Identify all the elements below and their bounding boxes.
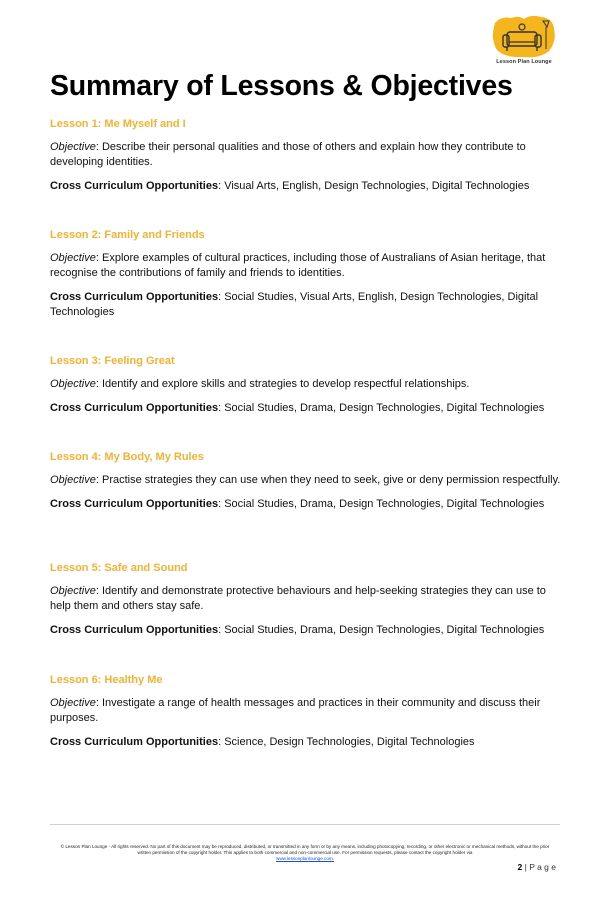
cross-label: Cross Curriculum Opportunities [50,291,219,303]
cross-label: Cross Curriculum Opportunities [50,498,219,510]
cross-label: Cross Curriculum Opportunities [50,624,219,636]
cross-text: Social Studies, Visual Arts, English, Design Technologies, Digital Technologies [50,291,539,318]
lounge-sofa-icon [491,15,557,59]
objective-text: Investigate a range of health messages and practices in their community and discuss their purposes. [50,697,541,724]
page-number [518,862,556,872]
lesson-heading: Lesson 1: Me Myself and I [50,118,186,130]
objective-text: Identify and demonstrate protective behaviours and help-seeking strategies they can use to help them and others stay safe. [50,585,546,612]
lesson-objective: Objective: Explore examples of cultural practices, including those of Australians of Asian heritage, that recognise the contributions of family and friends to identities. [50,252,546,279]
page-number-value: 2 [517,862,523,872]
copyright-notice [55,844,555,863]
lesson-cross-curriculum: Cross Curriculum Opportunities: Social Studies, Drama, Design Technologies, Digital Technologies [50,624,545,636]
lesson-section [50,562,562,647]
objective-text: Explore examples of cultural practices, including those of Australians of Asian heritage, that recognise the contributions of family and friends to identities. [50,252,546,279]
objective-label: Objective [50,141,96,153]
lesson-cross-curriculum: Cross Curriculum Opportunities: Visual Arts, English, Design Technologies, Digital Technologies [50,180,530,192]
page-separator: | [522,862,530,872]
lesson-heading: Lesson 5: Safe and Sound [50,562,188,574]
lesson-cross-curriculum: Cross Curriculum Opportunities: Science, Design Technologies, Digital Technologies [50,736,475,748]
objective-text: Practise strategies they can use when they need to seek, give or deny permission respectfully. [101,474,561,486]
objective-label: Objective [50,474,96,486]
lesson-heading: Lesson 3: Feeling Great [50,355,175,367]
lesson-heading: Lesson 2: Family and Friends [50,229,205,241]
lesson-objective: Objective: Identify and demonstrate protective behaviours and help-seeking strategies they can use to help them and others stay safe. [50,585,546,612]
cross-text: Social Studies, Drama, Design Technologies, Digital Technologies [224,624,545,636]
cross-label: Cross Curriculum Opportunities [50,736,219,748]
objective-text: Describe their personal qualities and those of others and explain how they contribute to developing identities. [50,141,526,168]
lesson-heading: Lesson 6: Healthy Me [50,674,163,686]
brand-logo [491,15,557,69]
lesson-objective: Objective: Practise strategies they can use when they need to seek, give or deny permission respectfully. [50,474,561,486]
lesson-section [50,355,562,425]
lesson-section [50,229,562,329]
footer-divider [50,824,560,825]
lesson-cross-curriculum: Cross Curriculum Opportunities: Social Studies, Drama, Design Technologies, Digital Technologies [50,402,545,414]
lesson-section [50,451,562,521]
cross-label: Cross Curriculum Opportunities [50,180,219,192]
lesson-section [50,674,562,759]
lesson-objective: Objective: Identify and explore skills and strategies to develop respectful relationships. [50,378,470,390]
cross-text: Science, Design Technologies, Digital Technologies [224,736,475,748]
logo-text: Lesson Plan Lounge [496,59,552,65]
objective-label: Objective [50,697,96,709]
page-title: Summary of Lessons & Objectives [50,70,513,102]
copyright-text: © Lesson Plan Lounge - All rights reserved. No part of this document may be reproduced, distributed, or transmitted in any form or by any means, including photocopying, recording, or other electronic or mechanical methods, without the prior written permission of the copyright holder. This applies to both commercial and non-commercial use. For permission requests, please contact the copyright holder via [60,844,550,856]
cross-text: Social Studies, Drama, Design Technologies, Digital Technologies [224,498,545,510]
lesson-objective: Objective: Investigate a range of health messages and practices in their community and discuss their purposes. [50,697,541,724]
cross-text: Visual Arts, English, Design Technologies, Digital Technologies [224,180,530,192]
objective-label: Objective [50,585,96,597]
lesson-cross-curriculum: Cross Curriculum Opportunities: Social Studies, Visual Arts, English, Design Technologies, Digital Technologies [50,291,539,318]
objective-text: Identify and explore skills and strategies to develop respectful relationships. [101,378,470,390]
objective-label: Objective [50,252,96,264]
lesson-heading: Lesson 4: My Body, My Rules [50,451,204,463]
page-label: P a g e [529,862,556,872]
objective-label: Objective [50,378,96,390]
lesson-section [50,118,562,203]
lesson-objective: Objective: Describe their personal qualities and those of others and explain how they contribute to developing identities. [50,141,526,168]
website-link[interactable]: www.lessonplanlounge.com. [276,856,334,862]
cross-text: Social Studies, Drama, Design Technologies, Digital Technologies [224,402,545,414]
lesson-cross-curriculum: Cross Curriculum Opportunities: Social Studies, Drama, Design Technologies, Digital Technologies [50,498,545,510]
cross-label: Cross Curriculum Opportunities [50,402,219,414]
